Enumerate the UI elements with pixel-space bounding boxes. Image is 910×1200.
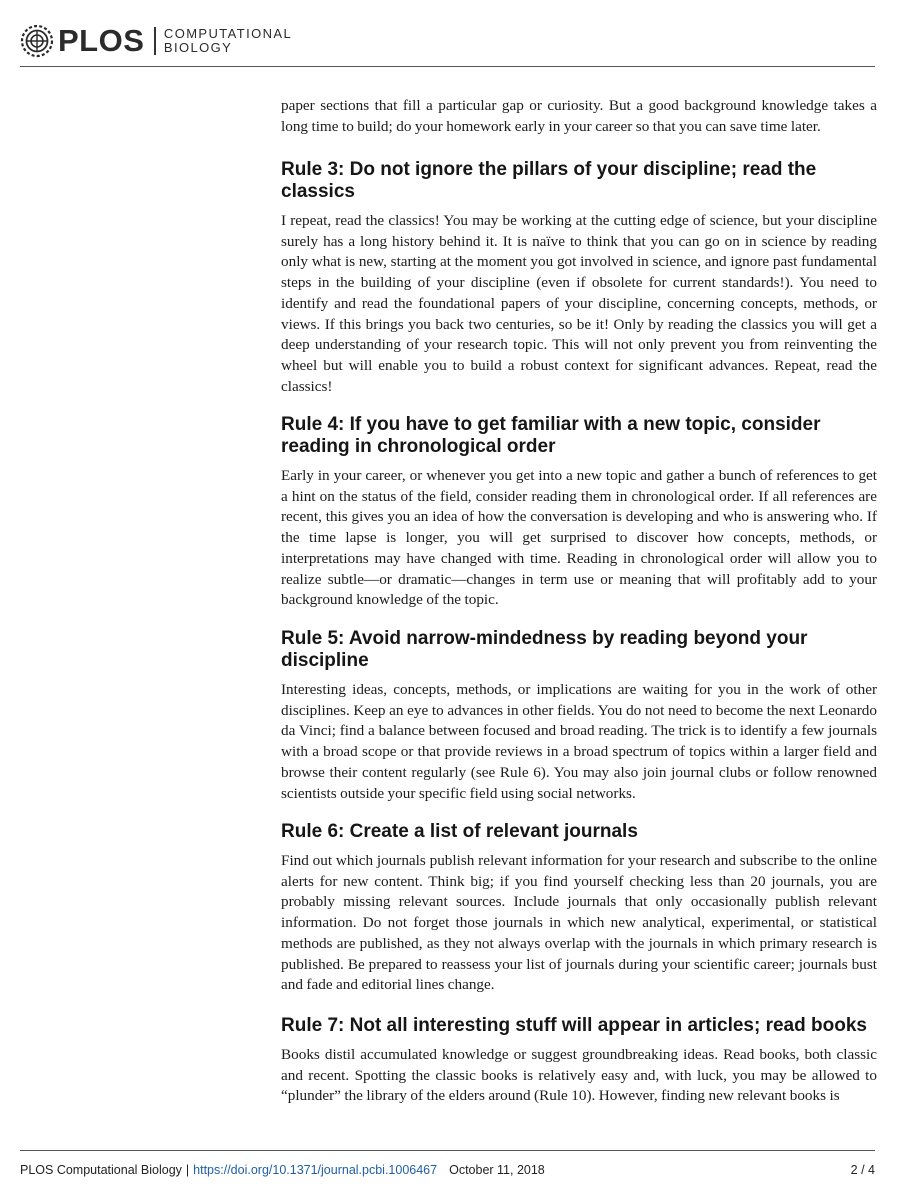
footer-separator: | [185, 1163, 190, 1177]
plos-logo-text: PLOS [58, 23, 145, 58]
rule-3-paragraph: I repeat, read the classics! You may be working at the cutting edge of science, but your discipline surely has a long history behind it. It is naïve to think that you can go on in science by reading only what is new, starting at the moment you got involved in science, and ignore past fundamental steps in the building of your discipline (even if obsolete for current standards!). You need to identify and read the foundational papers of your discipline, concerning concepts, methods, or views. If this brings you back two centuries, so be it! Only by reading the classics you will get a deep understanding of your research topic. This will not only prevent you from reinventing the wheel but will enable you to build a robust context for significant advances. Repeat, read the classics! [281, 212, 877, 395]
footer-divider [20, 1150, 875, 1151]
continuation-section [281, 96, 877, 137]
rule-5-section [281, 628, 877, 804]
rule-7-section [281, 1015, 877, 1107]
journal-name-line2: BIOLOGY [163, 40, 233, 55]
logo-divider [154, 27, 156, 55]
rule-4-heading: Rule 4: If you have to get familiar with a new topic, consider reading in chronological order [281, 414, 821, 457]
journal-name [164, 27, 292, 55]
continuation-paragraph: paper sections that fill a particular gap or curiosity. But a good background knowledge takes a long time to build; do your homework early in your career so that you can save time later. [281, 97, 877, 135]
journal-name-line1: COMPUTATIONAL [163, 26, 293, 41]
rule-6-paragraph: Find out which journals publish relevant information for your research and subscribe to the online alerts for new content. Think big; if you find yourself checking less than 20 journals, you are probably missing relevant sources. Include journals that only occasionally publish relevant information. Do not forget those journals in which new analytical, experimental, or statistical methods are published, as they not always overlap with the journals in which primary research is published. Be prepared to reassess your list of journals during your scientific career; journals bust and fade and editorial lines change. [281, 852, 877, 994]
footer-journal: PLOS Computational Biology [20, 1163, 182, 1177]
plos-logo[interactable] [20, 24, 292, 58]
rule-4-section [281, 414, 877, 611]
rule-6-heading: Rule 6: Create a list of relevant journals [281, 821, 638, 842]
doi-link[interactable]: https://doi.org/10.1371/journal.pcbi.1006467 [193, 1163, 438, 1177]
page-header [0, 0, 910, 66]
page-footer [20, 1160, 875, 1180]
header-divider [20, 66, 875, 67]
rule-4-paragraph: Early in your career, or whenever you get into a new topic and gather a bunch of references to get a hint on the status of the field, consider reading them in chronological order. If all references are recent, this gives you an idea of how the conversation is developing and who is answering who. If the time lapse is longer, you will get surprised to discover how concepts, methods, or interpretations may have changed with time. Reading in chronological order will allow you to realize subtle—or dramatic—changes in term use or meaning that will profitably add to your background knowledge of the topic. [281, 467, 877, 609]
rule-3-section [281, 159, 877, 397]
rule-6-section [281, 821, 877, 996]
rule-3-heading: Rule 3: Do not ignore the pillars of your discipline; read the classics [281, 159, 817, 202]
rule-7-heading: Rule 7: Not all interesting stuff will appear in articles; read books [281, 1015, 867, 1036]
rule-5-paragraph: Interesting ideas, concepts, methods, or implications are waiting for you in the work of other disciplines. Keep an eye to advances in other fields. You do not need to become the next Leonardo da Vinci; find a balance between focused and broad reading. The trick is to identify a few journals with a broad scope or that provide reviews in a broad spectrum of topics within a larger field and browse their content regularly (see Rule 6). You may also join journal clubs or follow renowned scientists outside your specific field using social networks. [281, 681, 877, 802]
plos-emblem-icon [20, 24, 54, 58]
rule-7-paragraph: Books distil accumulated knowledge or suggest groundbreaking ideas. Read books, both classic and recent. Spotting the classic books is relatively easy and, with luck, you may be allowed to “plunder” the library of the elders around (Rule 10). However, finding new relevant books is [281, 1046, 877, 1105]
rule-5-heading: Rule 5: Avoid narrow-mindedness by reading beyond your discipline [281, 628, 808, 671]
page-number: 2 / 4 [850, 1163, 875, 1177]
publication-date: October 11, 2018 [449, 1163, 545, 1177]
